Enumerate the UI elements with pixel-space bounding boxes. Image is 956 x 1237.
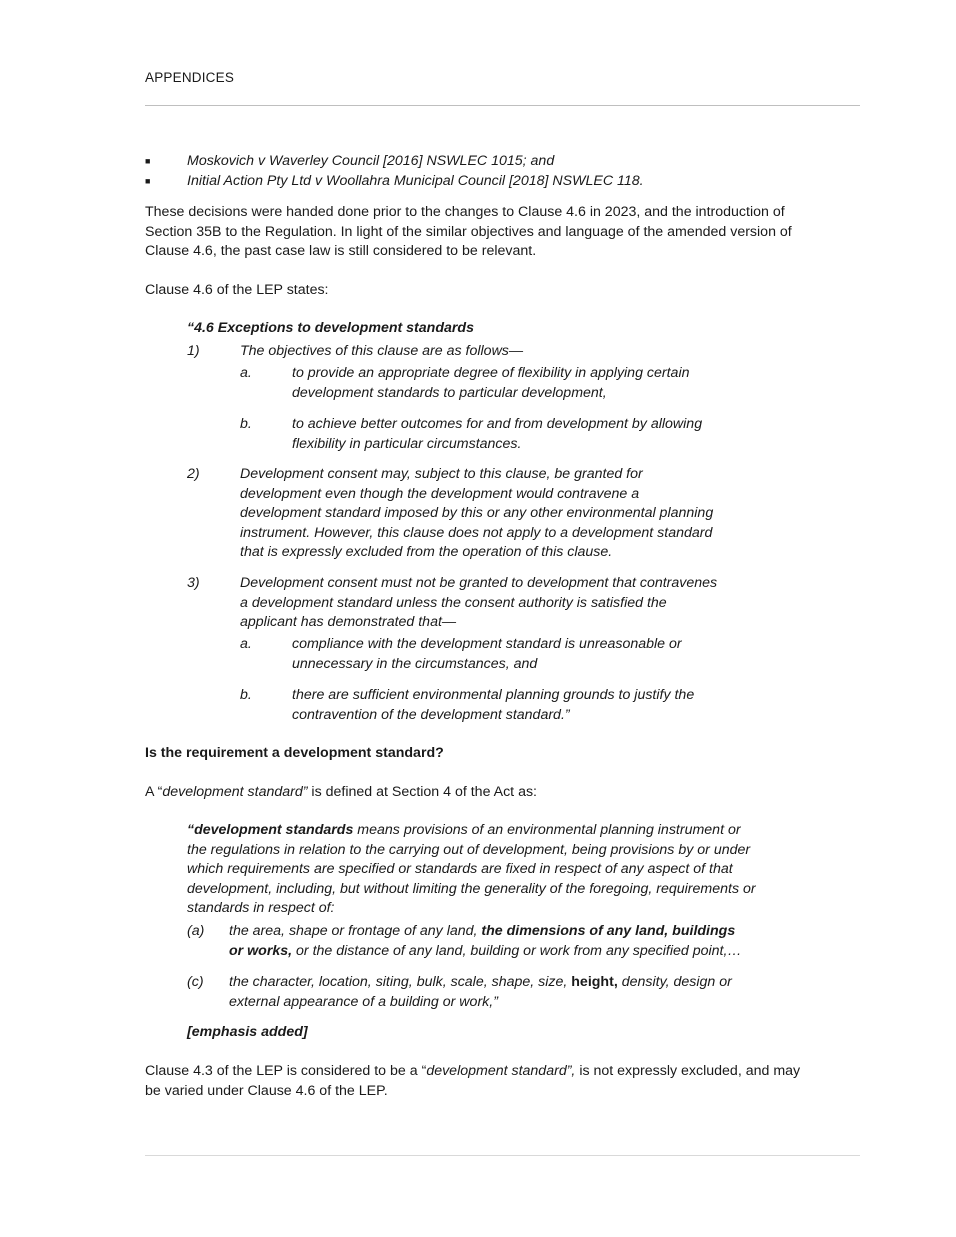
text-span: is defined at Section 4 of the Act as: <box>307 784 537 800</box>
paragraph-case-law <box>145 203 792 262</box>
text-line <box>145 1062 800 1082</box>
text-line: a development standard unless the consent authority is satisfied the <box>240 594 667 611</box>
text-line: there are sufficient environmental planning grounds to justify the <box>292 687 695 703</box>
text-line: external appearance of a building or work,” <box>229 993 498 1010</box>
text-line: development even though the development would contravene a <box>240 485 640 502</box>
list-item: Initial Action Pty Ltd v Woollahra Municipal Council [2018] NSWLEC 118. <box>187 173 644 189</box>
defined-term: “development standards <box>187 822 354 838</box>
subitem-label: b. <box>240 687 252 703</box>
text-line: to achieve better outcomes for and from development by allowing <box>292 416 703 432</box>
emphasis-text: the dimensions of any land, buildings <box>481 923 736 939</box>
subitem-text <box>292 686 694 725</box>
text-line: compliance with the development standard is unreasonable or <box>292 636 682 652</box>
text-line: Section 35B to the Regulation. In light of the similar objectives and language of the amended version of <box>145 223 792 240</box>
item-text: The objectives of this clause are as follows— <box>240 343 524 359</box>
item-number: 2) <box>187 466 200 482</box>
subitem-text <box>292 415 702 454</box>
text-line: be varied under Clause 4.6 of the LEP. <box>145 1082 388 1099</box>
bullet-icon: ■ <box>145 156 151 166</box>
subitem-text <box>292 635 682 674</box>
text-line <box>187 821 787 841</box>
header-divider <box>145 105 860 106</box>
text-line: Clause 4.6, the past case law is still considered to be relevant. <box>145 243 537 259</box>
text-line: unnecessary in the circumstances, and <box>292 655 538 672</box>
text-line: Development consent must not be granted to development that contravenes <box>240 575 718 591</box>
text-line: Development consent may, subject to this clause, be granted for <box>240 466 643 482</box>
subitem-label: a. <box>240 636 252 652</box>
defined-term: development standard” <box>162 784 308 800</box>
text-line: that is expressly excluded from the operation of this clause. <box>240 544 613 560</box>
footer-divider <box>145 1155 860 1156</box>
text-line: development standards to particular development, <box>292 384 607 401</box>
page-header-title: APPENDICES <box>145 70 235 85</box>
text-line: the regulations in relation to the carrying out of development, being provisions by or under <box>187 841 751 858</box>
subitem-label: b. <box>240 416 252 432</box>
definition-quote <box>187 821 787 919</box>
text-line: which requirements are specified or standards are fixed in respect of any aspect of that <box>187 861 733 877</box>
item-text <box>240 574 717 633</box>
emphasis-text: or works, <box>229 942 293 959</box>
bullet-icon: ■ <box>145 176 151 186</box>
text-line <box>229 942 742 962</box>
paragraph-clause-intro: Clause 4.6 of the LEP states: <box>145 282 329 298</box>
text-span: A “ <box>145 784 163 800</box>
text-span: Clause 4.3 of the LEP is considered to be a “ <box>145 1063 427 1079</box>
text-line: contravention of the development standard.” <box>292 706 570 723</box>
item-number: 3) <box>187 575 200 591</box>
text-line: These decisions were handed done prior to the changes to Clause 4.6 in 2023, and the introduction of <box>145 204 785 220</box>
text-span: or the distance of any land, building or work from any specified point,… <box>292 942 742 959</box>
item-text <box>240 465 713 563</box>
text-span: the character, location, siting, bulk, scale, shape, size, <box>229 974 572 990</box>
text-line: development standard imposed by this or any other environmental planning <box>240 505 714 521</box>
text-span: density, design or <box>617 974 732 990</box>
section-heading: Is the requirement a development standard? <box>145 745 444 761</box>
item-number: 1) <box>187 343 200 359</box>
emphasis-text: height, <box>571 974 618 990</box>
subitem-label: a. <box>240 365 252 381</box>
item-text <box>229 973 732 1012</box>
text-span: means provisions of an environmental planning instrument or <box>353 822 741 838</box>
text-span: the area, shape or frontage of any land, <box>229 923 482 939</box>
subitem-text <box>292 364 690 403</box>
text-line: applicant has demonstrated that— <box>240 614 457 630</box>
text-line: flexibility in particular circumstances. <box>292 435 522 452</box>
text-line: standards in respect of: <box>187 900 335 916</box>
list-item: Moskovich v Waverley Council [2016] NSWLEC 1015; and <box>187 153 555 169</box>
item-number: (a) <box>187 923 205 939</box>
text-line: development, including, but without limiting the generality of the foregoing, requirements or <box>187 880 756 897</box>
defined-term: development standard”, <box>426 1063 576 1079</box>
quote-heading: “4.6 Exceptions to development standards <box>187 320 474 336</box>
text-line: instrument. However, this clause does not apply to a development standard <box>240 524 713 541</box>
text-line: to provide an appropriate degree of flexibility in applying certain <box>292 365 690 381</box>
text-span: is not expressly excluded, and may <box>575 1063 801 1079</box>
text-line <box>229 973 732 993</box>
paragraph-conclusion <box>145 1062 800 1101</box>
paragraph-definition-intro <box>145 784 537 800</box>
item-text <box>229 922 742 961</box>
text-line <box>229 922 742 942</box>
emphasis-note: [emphasis added] <box>187 1024 308 1040</box>
item-number: (c) <box>187 974 204 990</box>
